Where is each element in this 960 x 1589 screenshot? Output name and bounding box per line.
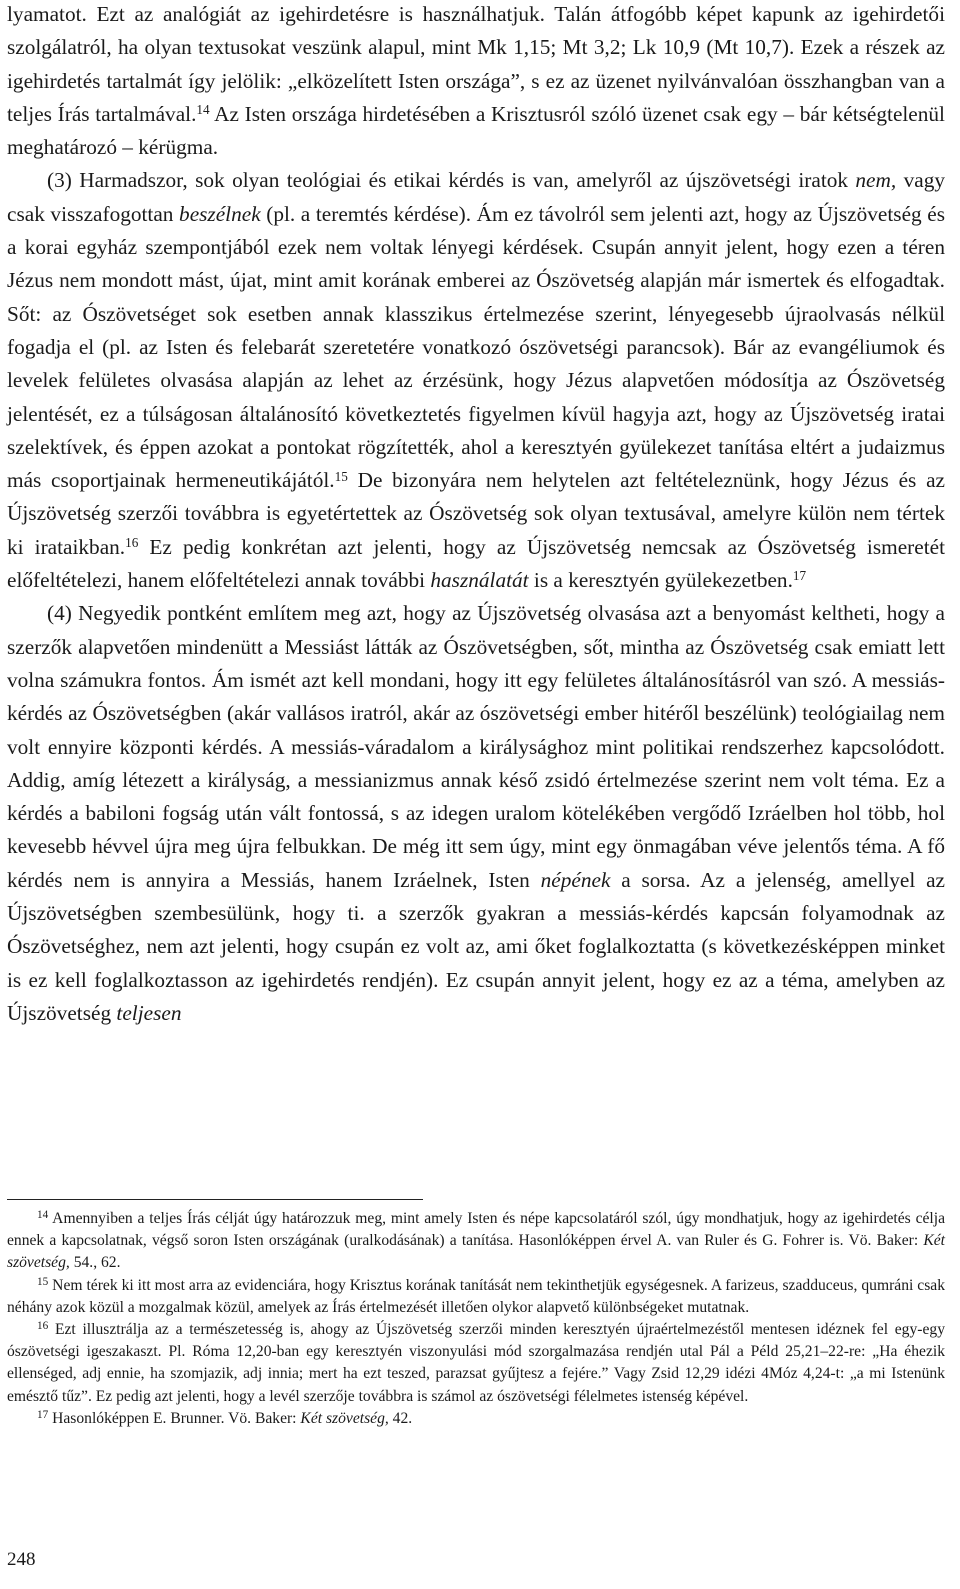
text-run: De bizonyára nem helytelen azt feltételeznünk, hogy Jézus és az Újszövetség szerzői továbbra is egyetértettek az Ószövetség sok olyan textusával, amelyre külön nem tértek ki irataikban. <box>7 468 945 559</box>
footnote-reference: 15 <box>37 1275 49 1288</box>
emphasized-text: használatát <box>430 568 529 593</box>
text-run: a sorsa. Az a jelenség, amellyel az Újszövetségben szembesülünk, hogy ti. a szerzők gyakran a messiás-kérdés kapcsán folyamodnak az Ószövetséghez, nem azt jelenti, hogy csupán ez volt az, ami őket foglalkoztatta (s következésképpen minket is ez kell foglalkoztasson az igehirdetés rendjén). Ez csupán annyit jelent, hogy ez az a téma, amelyben az Újszövetség <box>7 867 946 1025</box>
emphasized-text: nem, <box>855 168 897 193</box>
text-run: 42. <box>388 1409 413 1427</box>
paragraph <box>7 0 945 164</box>
footnote-reference: 17 <box>37 1408 49 1421</box>
text-run: Amennyiben a teljes Írás célját úgy határozzuk meg, mint amely Isten és népe kapcsolatáról szól, úgy mondhatjuk, hogy az igehirdetés célja ennek a kapcsolatnak, végső soron Isten országának (uralkodásának) a tanítása. Hasonlóképpen érvel A. van Ruler és G. Fohrer is. Vö. Baker: <box>7 1210 945 1250</box>
footnote-reference: 14 <box>196 102 210 118</box>
text-run: (3) Harmadszor, sok olyan teológiai és etikai kérdés is van, amelyről az újszövetségi iratok <box>47 168 856 193</box>
text-run: (pl. a teremtés kérdése). Ám ez távolról sem jelenti azt, hogy az Újszövetség és a korai egyház szempontjából ezek nem voltak lényegi kérdések. Csupán annyit jelent, hogy ezen a téren Jézus nem mondott mást, újat, mint amit korának emberei az Ószövetség alapján már ismertek és elfogadtak. Sőt: az Ószövetséget sok esetben annak klasszikus értelmezése szerint, lényegesebb újraolvasás nélkül fogadja el (pl. az Isten és felebarát szeretetére vonatkozó ószövetségi parancsok). Bár az evangéliumok és levelek felületes olvasása alapján az lehet az érzésünk, hogy Jézus alapvetően módosítja az Ószövetség jelentését, ez a túlságosan általánosító következtetés figyelmen kívül hagyja azt, hogy az Újszövetség iratai szelektívek, és éppen azokat a pontokat rögzítették, ahol a keresztyén gyülekezet tanítása eltért a judaizmus más csoportjainak hermeneutikájától. <box>7 201 945 493</box>
footnote-reference: 15 <box>334 468 348 484</box>
text-run: Az Isten országa hirdetésében a Krisztusról szóló üzenet csak egy – bár kétségtelenül meghatározó – kérügma. <box>7 101 945 160</box>
footnote-separator <box>7 1199 423 1200</box>
text-run: lyamatot. Ezt az analógiát az igehirdetésre is használhatjuk. Talán átfogóbb képet kapunk az igehirdetői szolgálatról, ha olyan textusokat veszünk alapul, mint Mk 1,15; Mt 3,2; Lk 10,9 (Mt 10,7). Ezek a részek az igehirdetés tartalmát így jelölik: „elközelített Isten országa”, s ez az üzenet nyilvánvalóan összhangban van a teljes Írás tartalmával. <box>7 2 945 126</box>
emphasized-text: Két szövetség, <box>300 1409 389 1427</box>
footnote <box>7 1208 945 1275</box>
footnote-reference: 16 <box>125 535 139 551</box>
emphasized-text: teljesen <box>116 1000 182 1025</box>
text-run: vagy csak visszafogottan <box>7 168 945 226</box>
footnote-reference: 14 <box>37 1208 49 1221</box>
text-run: is a keresztyén gyülekezetben. <box>528 568 793 593</box>
emphasized-text: Két szövetség, <box>7 1232 945 1272</box>
paragraph <box>7 597 945 1030</box>
footnote-reference: 17 <box>792 568 807 584</box>
main-text <box>7 0 945 1030</box>
footnote <box>7 1275 945 1319</box>
footnotes <box>7 1208 945 1430</box>
emphasized-text: népének <box>540 867 611 892</box>
text-run: (4) Negyedik pontként említem meg azt, hogy az Újszövetség olvasása azt a benyomást keltheti, hogy a szerzők alapvetően mindenütt a Messiást látták az Ószövetségben, sőt, mintha az Ószövetség csak emiatt lett volna számukra fontos. Ám ismét azt kell mondani, hogy itt egy felületes általánosításról van szó. A messiás-kérdés az Ószövetségben (akár vallásos iratról, akár az ószövetségi ember hitéről beszélünk) teológiailag nem volt ennyire központi kérdés. A messiás-váradalom a királysághoz mint politikai rendszerhez kapcsolódott. Addig, amíg létezett a királyság, a messianizmus annak késő zsidó értelmezése szerint nem volt téma. Ez a kérdés a babiloni fogság után vált fontossá, s az idegen uralom kötelékében vergődő Izráelben hol több, hol kevesebb hévvel újra meg újra felbukkan. De még itt sem úgy, mint egy önmagában véve jelentős téma. A fő kérdés nem is annyira a Messiás, hanem Izráelnek, Isten <box>7 601 945 892</box>
text-run: Nem térek ki itt most arra az evidenciára, hogy Krisztus korának tanítását nem tekinthetjük egységesnek. A farizeus, szadduceus, qumráni csak néhány azok közül a mozgalmak közül, amelyek az Írás értelmezését illetően olykor alapvető különbségeket mutatnak. <box>7 1276 945 1316</box>
footnote <box>7 1408 945 1430</box>
page-number: 248 <box>7 1549 36 1570</box>
text-run: Hasonlóképpen E. Brunner. Vö. Baker: <box>48 1409 301 1427</box>
footnote-reference: 16 <box>37 1319 49 1332</box>
text-run: 54., 62. <box>69 1254 121 1272</box>
emphasized-text: beszélnek <box>179 201 261 226</box>
paragraph <box>7 164 945 597</box>
text-run: Ezt illusztrálja az a természetesség is, ahogy az Újszövetség szerzői minden keresztyén újraértelmezéstől mentesen idéznek fel egy-egy ószövetségi igeszakaszt. Pl. Róma 12,20-ban egy keresztyén viszonyulási mód szorgalmazása rendjén utal Pál a Péld 25,21–22-re: „Ha éhezik ellenséged, adj ennie, ha szomjazik, adj innia; mert ha ezt teszed, parazsat gyűjtesz a fejére.” Vagy Zsid 12,29 idézi 4Móz 4,24-t: „a mi Istenünk emésztő tűz”. Ez pedig azt jelenti, hogy a levél szerzője továbbra is számol az ószövetségi félelmetes istenség képével. <box>7 1321 945 1405</box>
text-run: Ez pedig konkrétan azt jelenti, hogy az Újszövetség nemcsak az Ószövetség ismeretét előfeltételezi, hanem előfeltételezi annak további <box>7 534 945 593</box>
footnote <box>7 1319 945 1408</box>
